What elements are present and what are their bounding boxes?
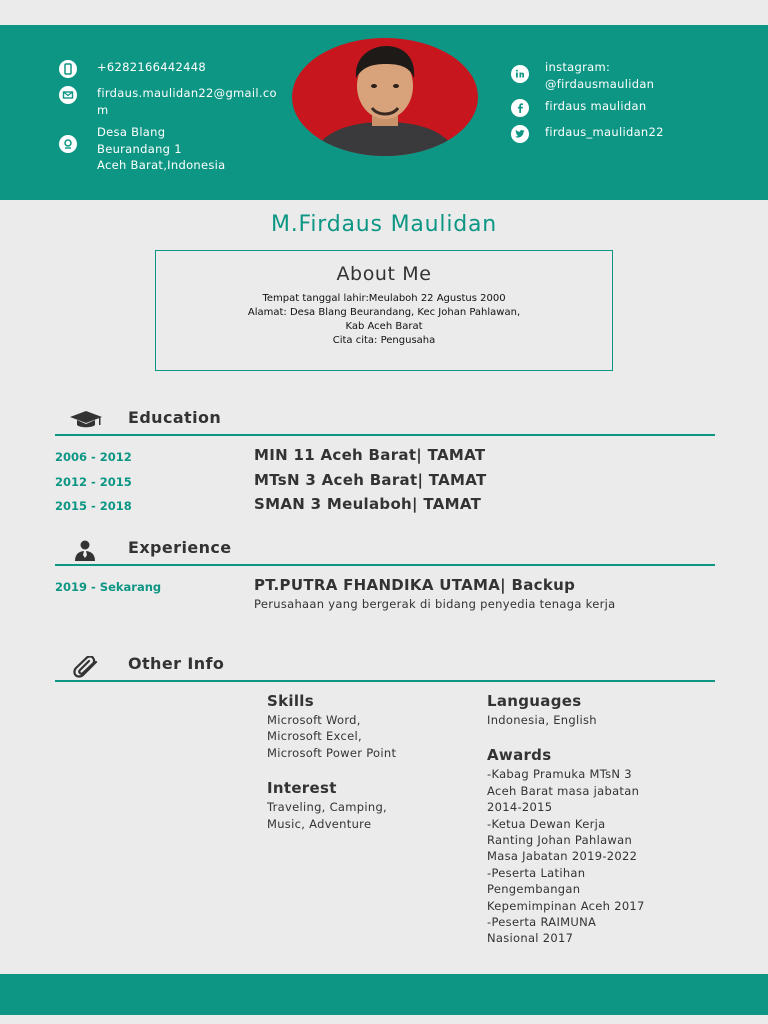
about-line-3: Kab Aceh Barat: [345, 321, 423, 332]
skills-title: Skills: [267, 692, 314, 710]
interest-item: Music, Adventure: [267, 816, 372, 831]
award-line: -Peserta RAIMUNA: [487, 915, 597, 930]
about-line-1: Tempat tanggal lahir:Meulaboh 22 Agustus 2000: [262, 293, 506, 304]
languages-value: Indonesia, English: [487, 713, 597, 727]
about-line-2: Alamat: Desa Blang Beurandang, Kec Johan Pahlawan,: [247, 307, 521, 318]
phone-icon: [58, 59, 78, 79]
address-line-3: Aceh Barat,Indonesia: [97, 158, 226, 172]
education-divider: [55, 434, 715, 436]
experience-company: PT.PUTRA FHANDIKA UTAMA| Backup: [254, 576, 576, 594]
education-school: MIN 11 Aceh Barat| TAMAT: [254, 446, 486, 464]
experience-title: Experience: [128, 538, 232, 557]
profile-photo: [292, 38, 478, 156]
phone-number: +6282166442448: [97, 60, 206, 74]
award-line: Pengembangan: [487, 882, 581, 897]
education-school: MTsN 3 Aceh Barat| TAMAT: [254, 471, 487, 489]
address-row: [58, 124, 288, 174]
footer-band: [0, 974, 768, 1015]
award-line: Masa Jabatan 2019-2022: [487, 849, 638, 864]
education-row: [55, 495, 715, 517]
interest-item: Traveling, Camping,: [267, 800, 387, 815]
facebook-row: [510, 98, 750, 118]
twitter-icon: [510, 124, 530, 144]
education-years: 2006 - 2012: [55, 450, 132, 464]
about-box: [155, 250, 613, 371]
award-line: Nasional 2017: [487, 931, 574, 946]
experience-divider: [55, 564, 715, 566]
phone-row: [58, 59, 288, 79]
instagram-row: [510, 59, 750, 92]
award-line: Aceh Barat masa jabatan: [487, 783, 640, 798]
award-line: 2014-2015: [487, 800, 553, 815]
education-header: [55, 406, 715, 436]
award-line: -Peserta Latihan: [487, 865, 586, 880]
education-row: [55, 446, 715, 468]
instagram-handle: @firdausmaulidan: [545, 76, 655, 91]
instagram-label: instagram:: [545, 60, 611, 74]
email-icon: [58, 85, 78, 105]
about-title: About Me: [336, 263, 432, 285]
twitter-row: [510, 124, 750, 144]
experience-row: [55, 576, 715, 598]
languages-title: Languages: [487, 692, 582, 710]
other-info-title: Other Info: [128, 654, 225, 673]
skills-column: [267, 692, 477, 832]
education-school: SMAN 3 Meulaboh| TAMAT: [254, 495, 482, 513]
graduation-cap-icon: [69, 410, 103, 432]
experience-description: Perusahaan yang bergerak di bidang penyedia tenaga kerja: [254, 597, 616, 611]
address-line-1: Desa Blang: [97, 125, 166, 139]
awards-title: Awards: [487, 746, 552, 765]
experience-years: 2019 - Sekarang: [55, 580, 162, 594]
award-line: Kepemimpinan Aceh 2017: [487, 898, 645, 913]
other-info-divider: [55, 680, 715, 682]
skill-item: Microsoft Excel,: [267, 729, 362, 744]
address-line-2: Beurandang 1: [97, 141, 182, 156]
award-line: -Kabag Pramuka MTsN 3: [487, 767, 632, 782]
contact-right: [510, 59, 750, 150]
other-info-header: [55, 652, 715, 682]
award-line: -Ketua Dewan Kerja: [487, 816, 606, 831]
languages-awards-column: [487, 692, 717, 947]
contact-left: [58, 59, 288, 180]
linkedin-icon: [510, 64, 530, 84]
person-tie-icon: [69, 540, 103, 562]
email-row: [58, 85, 288, 118]
education-years: 2015 - 2018: [55, 499, 132, 513]
person-name: M.Firdaus Maulidan: [270, 212, 498, 237]
education-years: 2012 - 2015: [55, 475, 132, 489]
header-band: [0, 25, 768, 200]
location-icon: [58, 134, 78, 154]
facebook-icon: [510, 98, 530, 118]
email-address: firdaus.maulidan22@gmail.com: [97, 86, 277, 117]
interest-title: Interest: [267, 779, 337, 798]
education-title: Education: [128, 408, 222, 427]
skill-item: Microsoft Power Point: [267, 745, 397, 760]
about-line-4: Cita cita: Pengusaha: [332, 335, 436, 346]
experience-header: [55, 536, 715, 566]
education-row: [55, 471, 715, 493]
paperclip-icon: [69, 656, 103, 678]
twitter-handle: firdaus_maulidan22: [545, 125, 664, 139]
facebook-name: firdaus maulidan: [545, 99, 647, 113]
award-line: Ranting Johan Pahlawan: [487, 833, 633, 848]
skill-item: Microsoft Word,: [267, 713, 361, 727]
